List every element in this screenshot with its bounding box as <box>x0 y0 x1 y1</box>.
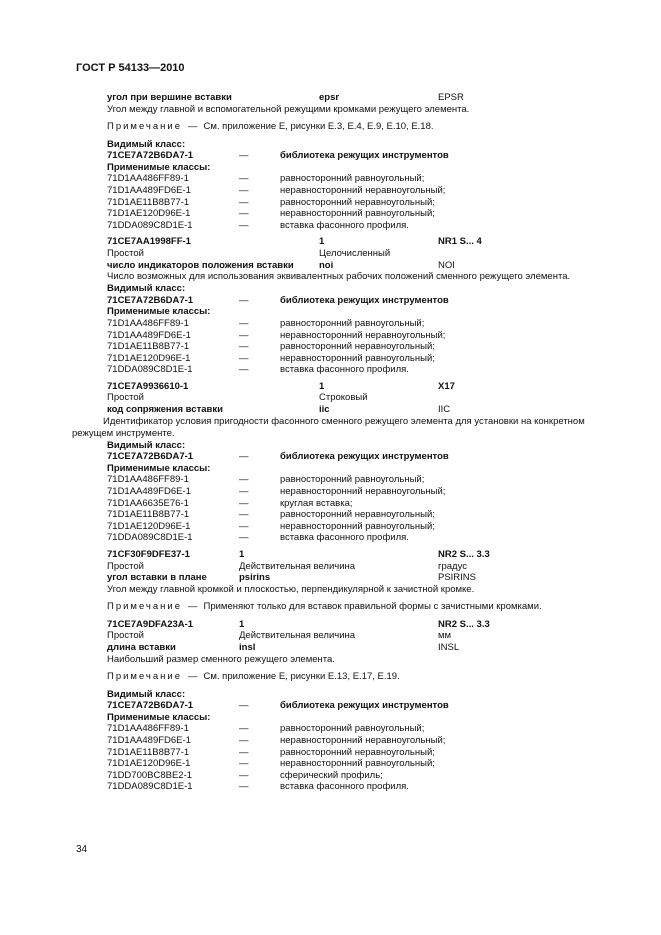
applicable-class-dash: — <box>239 532 249 544</box>
name-row-c4: IIC <box>438 404 451 416</box>
name-row-c3: epsr <box>319 92 340 103</box>
attribute-description: Угол между главной кромкой и плоскостью, перпендикулярной к зачистной кромке. <box>107 583 475 595</box>
note-dash: — <box>188 600 198 612</box>
type-row-c3: Целочисленный <box>319 247 391 259</box>
applicable-class-dash: — <box>239 208 249 220</box>
name-row <box>76 92 616 104</box>
type-row <box>76 392 616 404</box>
applicable-class-dash: — <box>239 173 249 185</box>
head-row-c4: NR2 S... 3.3 <box>438 549 490 560</box>
head-row-c1: 71CE7A9DFA23A-1 <box>107 618 194 630</box>
applicable-class-dash: — <box>239 746 249 758</box>
applicable-class-code: 71DD700BC8BE2-1 <box>107 769 193 781</box>
head-row-c2: 1 <box>239 549 245 560</box>
attribute-description: Угол между главной и вспомогательной режущими кромками режущего элемента. <box>107 103 470 115</box>
visible-class-label <box>76 283 616 295</box>
name-row <box>76 642 616 654</box>
applicable-class-name: равносторонний неравноугольный; <box>280 746 435 758</box>
applicable-class-code: 71D1AA486FF89-1 <box>107 474 189 486</box>
applicable-class-code: 71D1AE120D96E-1 <box>107 208 191 220</box>
applicable-class-row <box>76 758 616 770</box>
note-label: Примечание <box>107 670 182 682</box>
applicable-class-name: равносторонний неравноугольный; <box>280 341 435 353</box>
document-header: ГОСТ Р 54133—2010 <box>76 62 185 74</box>
applicable-class-code: 71D1AE11B8B77-1 <box>107 509 190 521</box>
applicable-class-code: 71D1AA489FD6E-1 <box>107 734 191 746</box>
name-row-c1: длина вставки <box>107 641 176 653</box>
applicable-class-name: неравносторонний равноугольный; <box>280 352 435 364</box>
visible-class-code: 71CE7A72B6DA7-1 <box>107 150 194 162</box>
note-label: Примечание <box>107 600 182 612</box>
attribute-block <box>76 92 616 231</box>
applicable-classes-label <box>76 306 616 318</box>
attribute-description: Наибольший размер сменного режущего элемента. <box>107 653 335 665</box>
applicable-class-code: 71D1AE120D96E-1 <box>107 520 191 532</box>
applicable-class-row <box>76 532 616 544</box>
applicable-class-code: 71DDA089C8D1E-1 <box>107 532 193 544</box>
type-row <box>76 630 616 642</box>
head-row <box>76 236 616 248</box>
type-row-c2: Действительная величина <box>239 560 356 572</box>
name-row-c1: число индикаторов положения вставки <box>107 259 294 271</box>
applicable-class-row <box>76 330 616 342</box>
visible-class-row <box>76 700 616 712</box>
page-number: 34 <box>76 844 88 855</box>
applicable-class-name: вставка фасонного профиля. <box>280 532 409 544</box>
name-row-c2: psirins <box>239 572 271 584</box>
applicable-class-dash: — <box>239 219 249 231</box>
name-row-c1: угол вставки в плане <box>107 572 207 584</box>
applicable-classes-label-text: Применимые классы: <box>107 161 211 173</box>
applicable-class-row <box>76 341 616 353</box>
head-row-c3: 1 <box>319 380 325 392</box>
type-row-c2: Действительная величина <box>239 630 356 642</box>
type-row-c4: градус <box>438 560 467 572</box>
applicable-class-row <box>76 353 616 365</box>
applicable-class-row <box>76 220 616 232</box>
applicable-class-code: 71D1AA486FF89-1 <box>107 723 189 735</box>
note-dash: — <box>188 120 198 132</box>
applicable-class-dash: — <box>239 486 249 498</box>
visible-class-code: 71CE7A72B6DA7-1 <box>107 451 194 463</box>
applicable-class-code: 71D1AE11B8B77-1 <box>107 341 190 353</box>
note <box>76 121 616 133</box>
applicable-classes-label <box>76 463 616 475</box>
applicable-class-name: равносторонний равноугольный; <box>280 173 425 185</box>
visible-class-name: библиотека режущих инструментов <box>280 150 449 162</box>
applicable-class-name: равносторонний неравноугольный; <box>280 196 435 208</box>
applicable-class-code: 71D1AA489FD6E-1 <box>107 184 191 196</box>
note-text: См. приложение Е, рисунки Е.3, Е.4, Е.9, Е.10, Е.18. <box>203 120 434 132</box>
note <box>76 671 616 683</box>
applicable-class-dash: — <box>239 317 249 329</box>
applicable-class-code: 71DDA089C8D1E-1 <box>107 781 193 793</box>
name-row-c4: INSL <box>438 641 460 653</box>
head-row-c4: X17 <box>438 380 455 392</box>
applicable-class-code: 71D1AA489FD6E-1 <box>107 486 191 498</box>
note-dash: — <box>188 670 198 682</box>
name-row-c4: PSIRINS <box>438 572 477 584</box>
applicable-class-dash: — <box>239 509 249 521</box>
note <box>76 601 616 613</box>
visible-class-dash: — <box>239 700 249 712</box>
note-text: Применяют только для вставок правильной формы с зачистными кромками. <box>203 600 542 612</box>
visible-class-name: библиотека режущих инструментов <box>280 451 449 463</box>
document-body <box>72 92 616 793</box>
head-row-c1: 71CF30F9DFE37-1 <box>107 549 190 560</box>
attribute-block <box>76 549 616 613</box>
visible-class-dash: — <box>239 150 249 162</box>
applicable-class-name: вставка фасонного профиля. <box>280 781 409 793</box>
visible-class-dash: — <box>239 451 249 463</box>
name-row-c4: NOI <box>438 259 455 271</box>
applicable-class-row <box>76 364 616 376</box>
applicable-class-name: неравносторонний неравноугольный; <box>280 184 446 196</box>
applicable-class-dash: — <box>239 758 249 770</box>
head-row-c2: 1 <box>239 618 245 630</box>
applicable-class-row <box>76 474 616 486</box>
applicable-class-dash: — <box>239 497 249 509</box>
type-row-c3: Строковый <box>319 392 368 404</box>
applicable-class-dash: — <box>239 520 249 532</box>
applicable-classes-label <box>76 712 616 724</box>
attribute-description: Идентификатор условия пригодности фасонного сменного режущего элемента для установки на конкретном режущем инструменте. <box>72 415 585 439</box>
applicable-class-dash: — <box>239 474 249 486</box>
attribute-block <box>76 236 616 376</box>
attribute-block <box>76 619 616 793</box>
name-row-c2: insl <box>239 641 256 653</box>
applicable-class-name: круглая вставка; <box>280 497 353 509</box>
applicable-class-code: 71D1AA486FF89-1 <box>107 317 189 329</box>
type-row <box>76 561 616 573</box>
applicable-class-dash: — <box>239 723 249 735</box>
applicable-class-row <box>76 521 616 533</box>
applicable-class-row <box>76 770 616 782</box>
name-row-c3: iic <box>319 404 330 416</box>
applicable-class-code: 71D1AA6635E76-1 <box>107 497 189 509</box>
type-row <box>76 248 616 260</box>
applicable-class-dash: — <box>239 781 249 793</box>
name-row-c1: угол при вершине вставки <box>107 92 232 103</box>
applicable-class-row <box>76 208 616 220</box>
applicable-class-name: неравносторонний неравноугольный; <box>280 734 446 746</box>
applicable-class-row <box>76 173 616 185</box>
visible-class-label-text: Видимый класс: <box>107 283 186 295</box>
attribute-block <box>72 380 616 544</box>
visible-class-label-text: Видимый класс: <box>107 688 186 700</box>
type-row-c1: Простой <box>107 630 144 642</box>
head-row <box>76 381 616 393</box>
applicable-class-row <box>76 509 616 521</box>
attribute-description: Число возможных для использования эквивалентных рабочих положений сменного режущего элемента. <box>107 271 571 283</box>
type-row-c1: Простой <box>107 392 144 404</box>
visible-class-code: 71CE7A72B6DA7-1 <box>107 700 194 712</box>
visible-class-name: библиотека режущих инструментов <box>280 700 449 712</box>
applicable-class-name: неравносторонний неравноугольный; <box>280 486 446 498</box>
head-row <box>76 619 616 631</box>
applicable-class-dash: — <box>239 341 249 353</box>
head-row-c1: 71CE7A9936610-1 <box>107 380 189 392</box>
applicable-class-name: сферический профиль; <box>280 769 383 781</box>
visible-class-label-text: Видимый класс: <box>107 138 186 150</box>
applicable-class-code: 71DDA089C8D1E-1 <box>107 219 193 231</box>
applicable-class-dash: — <box>239 184 249 196</box>
name-row <box>76 404 616 416</box>
applicable-class-row <box>76 498 616 510</box>
note-label: Примечание <box>107 120 182 132</box>
applicable-classes-label-text: Применимые классы: <box>107 306 211 318</box>
name-row-c3: noi <box>319 259 334 271</box>
applicable-class-name: вставка фасонного профиля. <box>280 364 409 376</box>
applicable-class-name: неравносторонний неравноугольный; <box>280 329 446 341</box>
head-row-c4: NR2 S... 3.3 <box>438 618 490 630</box>
note-text: См. приложение Е, рисунки Е.13, Е.17, Е.19. <box>203 670 400 682</box>
applicable-class-row <box>76 197 616 209</box>
applicable-class-code: 71D1AA489FD6E-1 <box>107 329 191 341</box>
name-row-c1: код сопряжения вставки <box>107 404 223 416</box>
applicable-class-row <box>76 486 616 498</box>
applicable-class-name: вставка фасонного профиля. <box>280 219 409 231</box>
name-row-c4: EPSR <box>438 92 464 103</box>
applicable-class-dash: — <box>239 734 249 746</box>
applicable-class-name: неравносторонний равноугольный; <box>280 208 435 220</box>
applicable-classes-label <box>76 162 616 174</box>
visible-class-label <box>76 689 616 701</box>
applicable-class-dash: — <box>239 352 249 364</box>
applicable-class-code: 71D1AA486FF89-1 <box>107 173 189 185</box>
visible-class-code: 71CE7A72B6DA7-1 <box>107 294 194 306</box>
applicable-class-row <box>76 735 616 747</box>
visible-class-row <box>76 295 616 307</box>
type-row-c1: Простой <box>107 247 144 259</box>
applicable-class-name: неравносторонний равноугольный; <box>280 758 435 770</box>
applicable-class-dash: — <box>239 769 249 781</box>
type-row-c1: Простой <box>107 560 144 572</box>
visible-class-name: библиотека режущих инструментов <box>280 294 449 306</box>
visible-class-label <box>76 440 616 452</box>
visible-class-row <box>76 451 616 463</box>
applicable-class-row <box>76 747 616 759</box>
applicable-class-code: 71D1AE120D96E-1 <box>107 352 191 364</box>
applicable-class-code: 71DDA089C8D1E-1 <box>107 364 193 376</box>
applicable-class-name: равносторонний равноугольный; <box>280 474 425 486</box>
visible-class-dash: — <box>239 294 249 306</box>
head-row <box>76 549 616 561</box>
applicable-class-row <box>76 781 616 793</box>
applicable-class-row <box>76 318 616 330</box>
applicable-class-code: 71D1AE11B8B77-1 <box>107 196 190 208</box>
head-row-c4: NR1 S... 4 <box>438 236 482 248</box>
applicable-class-name: равносторонний неравноугольный; <box>280 509 435 521</box>
applicable-class-name: равносторонний равноугольный; <box>280 723 425 735</box>
applicable-class-code: 71D1AE120D96E-1 <box>107 758 191 770</box>
applicable-class-dash: — <box>239 196 249 208</box>
visible-class-label-text: Видимый класс: <box>107 439 186 451</box>
applicable-class-name: равносторонний равноугольный; <box>280 317 425 329</box>
type-row-c4: мм <box>438 630 452 642</box>
applicable-classes-label-text: Применимые классы: <box>107 711 211 723</box>
applicable-class-code: 71D1AE11B8B77-1 <box>107 746 190 758</box>
applicable-classes-label-text: Применимые классы: <box>107 462 211 474</box>
head-row-c1: 71CE7AA1998FF-1 <box>107 236 191 248</box>
applicable-class-dash: — <box>239 364 249 376</box>
applicable-class-row <box>76 185 616 197</box>
visible-class-label <box>76 139 616 151</box>
applicable-class-dash: — <box>239 329 249 341</box>
head-row-c3: 1 <box>319 236 325 248</box>
name-row <box>76 260 616 272</box>
visible-class-row <box>76 150 616 162</box>
name-row <box>76 572 616 584</box>
applicable-class-row <box>76 723 616 735</box>
applicable-class-name: неравносторонний равноугольный; <box>280 520 435 532</box>
